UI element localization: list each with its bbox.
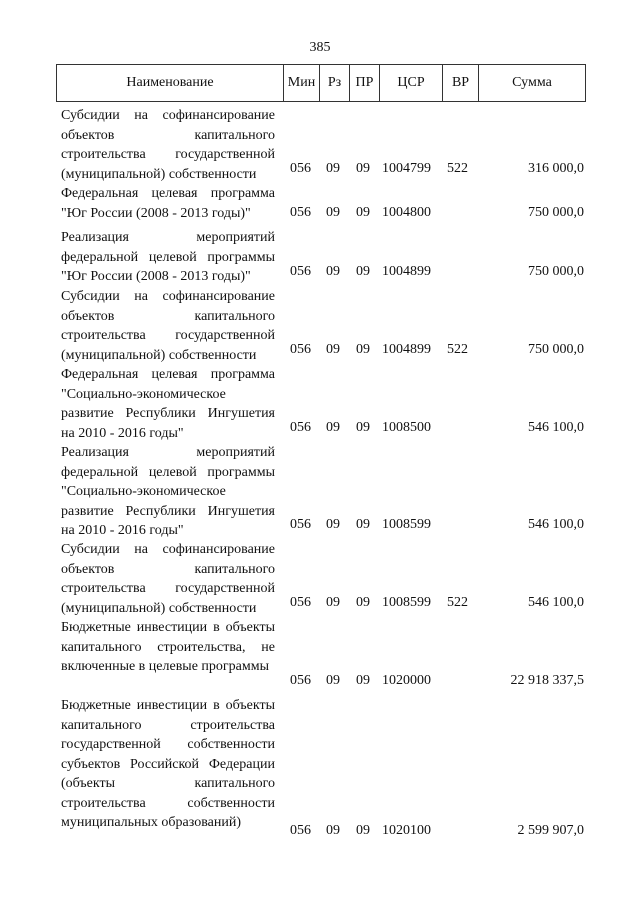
row-rz: 09: [326, 204, 340, 220]
row-min: 056: [290, 204, 311, 220]
table-header: [56, 64, 586, 102]
table-row: [0, 106, 640, 182]
table-row: [0, 540, 640, 616]
row-name: Субсидии на софинансирование объектов капитального строительства государственной (муниципальной) собственности: [61, 542, 275, 616]
column-header-name: Наименование: [57, 65, 284, 101]
row-pr: 09: [356, 341, 370, 357]
row-name: Реализация мероприятий федеральной целевой программы "Социально-экономическое развитие Республики Ингушетия на 2010 - 2016 годы": [61, 445, 275, 538]
row-sum: 2 599 907,0: [517, 822, 584, 838]
row-pr: 09: [356, 263, 370, 279]
row-rz: 09: [326, 263, 340, 279]
column-header-sum: Сумма: [512, 75, 552, 90]
column-header-rz: Рз: [320, 65, 350, 101]
row-name: Бюджетные инвестиции в объекты капитального строительства государственной собственности субъектов Российской Федерации (объекты капитального строительства собственности муниципальных образований): [61, 698, 275, 830]
row-sum: 22 918 337,5: [510, 672, 584, 688]
row-pr: 09: [356, 594, 370, 610]
row-sum: 750 000,0: [528, 204, 584, 220]
row-rz: 09: [326, 341, 340, 357]
row-pr: 09: [356, 160, 370, 176]
row-name: Федеральная целевая программа "Юг России (2008 - 2013 годы)": [61, 186, 275, 221]
row-csr: 1020000: [382, 672, 431, 688]
row-pr: 09: [356, 672, 370, 688]
table-row: [0, 287, 640, 363]
row-pr: 09: [356, 419, 370, 435]
row-rz: 09: [326, 672, 340, 688]
row-rz: 09: [326, 822, 340, 838]
row-vr: 522: [447, 341, 468, 357]
row-vr: 522: [447, 594, 468, 610]
row-csr: 1008500: [382, 419, 431, 435]
row-name: Субсидии на софинансирование объектов капитального строительства государственной (муниципальной) собственности: [61, 289, 275, 363]
row-pr: 09: [356, 204, 370, 220]
row-sum: 546 100,0: [528, 594, 584, 610]
row-csr: 1004899: [382, 263, 431, 279]
row-csr: 1004799: [382, 160, 431, 176]
column-header-csr: ЦСР: [380, 65, 443, 101]
page-number: 385: [309, 40, 331, 55]
table-row: [0, 618, 640, 690]
row-rz: 09: [326, 516, 340, 532]
row-csr: 1008599: [382, 516, 431, 532]
column-header-pr: ПР: [350, 65, 380, 101]
row-name: Федеральная целевая программа "Социально-экономическое развитие Республики Ингушетия на 2010 - 2016 годы": [61, 367, 275, 441]
table-row: [0, 696, 640, 840]
row-rz: 09: [326, 419, 340, 435]
row-min: 056: [290, 516, 311, 532]
row-sum: 750 000,0: [528, 341, 584, 357]
row-min: 056: [290, 672, 311, 688]
row-min: 056: [290, 263, 311, 279]
row-name: Субсидии на софинансирование объектов капитального строительства государственной (муниципальной) собственности: [61, 108, 275, 182]
row-csr: 1020100: [382, 822, 431, 838]
table-row: [0, 184, 640, 222]
table-row: [0, 228, 640, 284]
column-header-min: Мин: [284, 65, 320, 101]
table-row: [0, 365, 640, 441]
row-min: 056: [290, 419, 311, 435]
row-csr: 1008599: [382, 594, 431, 610]
row-pr: 09: [356, 822, 370, 838]
row-name: Бюджетные инвестиции в объекты капитального строительства, не включенные в целевые программы: [61, 620, 275, 674]
row-sum: 546 100,0: [528, 419, 584, 435]
row-sum: 546 100,0: [528, 516, 584, 532]
table-row: [0, 443, 640, 538]
row-min: 056: [290, 341, 311, 357]
row-sum: 316 000,0: [528, 160, 584, 176]
row-min: 056: [290, 822, 311, 838]
column-header-vr: ВР: [443, 65, 479, 101]
row-csr: 1004800: [382, 204, 431, 220]
row-pr: 09: [356, 516, 370, 532]
row-rz: 09: [326, 160, 340, 176]
row-sum: 750 000,0: [528, 263, 584, 279]
row-vr: 522: [447, 160, 468, 176]
row-name: Реализация мероприятий федеральной целевой программы "Юг России (2008 - 2013 годы)": [61, 230, 275, 284]
row-rz: 09: [326, 594, 340, 610]
row-min: 056: [290, 160, 311, 176]
row-min: 056: [290, 594, 311, 610]
row-csr: 1004899: [382, 341, 431, 357]
